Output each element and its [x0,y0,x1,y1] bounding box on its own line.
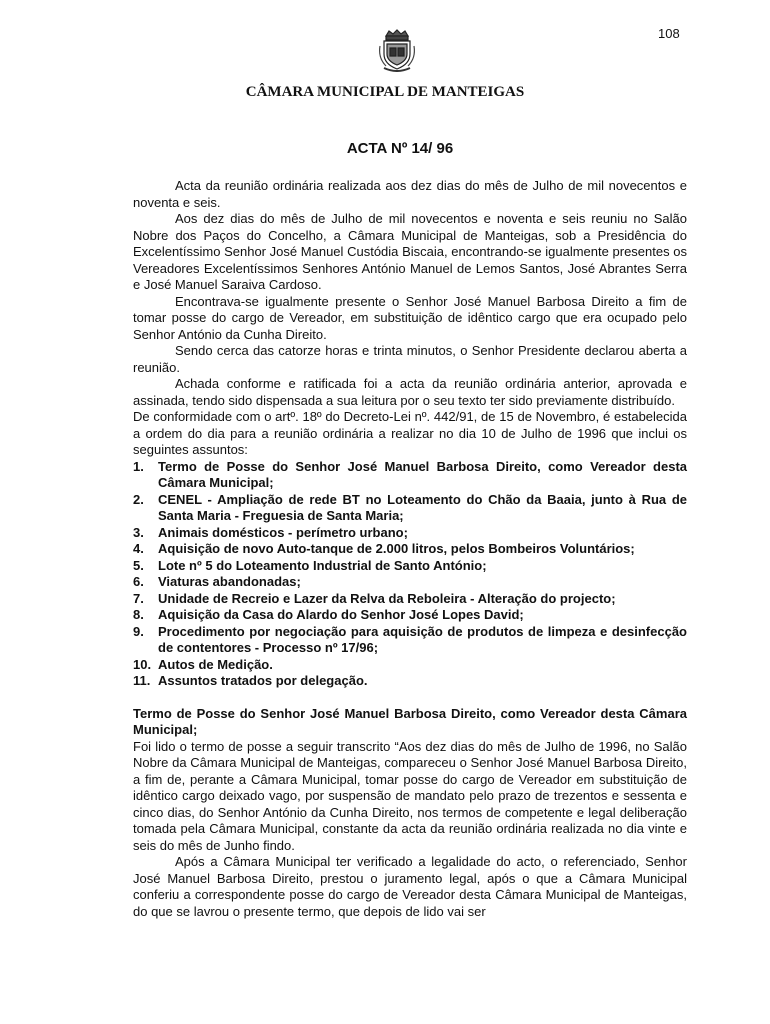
page-number: 108 [658,26,680,41]
agenda-text: Aquisição da Casa do Alardo do Senhor José Lopes David; [158,607,524,622]
agenda-item [133,558,687,575]
agenda-number: 7. [133,590,144,606]
acta-title: ACTA Nº 14/ 96 [346,140,454,157]
agenda-item [133,492,687,525]
agenda-text: Aquisição de novo Auto-tanque de 2.000 litros, pelos Bombeiros Voluntários; [158,541,635,556]
agenda-item [133,541,687,558]
paragraph: Foi lido o termo de posse a seguir transcrito “Aos dez dias do mês de Julho de 1996, no Salão Nobre da Câmara Municipal de Manteigas, compareceu o Senhor José Manuel Barbosa Direito, a fim de, perante a Câmara Municipal, tomar posse do cargo de Vereador em substituição de idêntico cargo deixado vago, por suspensão de mandato pelo prazo de trezentos e sessenta e cinco dias, do Senhor António da Cunha Direito, nos termos de competente e legal deliberação tomada pela Câmara Municipal, constante da acta da reunião ordinária realizada no dia vinte e seis do mês de Junho findo. [133,738,687,853]
agenda-number: 5. [133,557,144,573]
section-heading: Termo de Posse do Senhor José Manuel Barbosa Direito, como Vereador desta Câmara Municipal; [133,705,687,737]
paragraph: Acta da reunião ordinária realizada aos dez dias do mês de Julho de mil novecentos e noventa e seis. [133,178,687,210]
agenda-number: 3. [133,524,144,540]
agenda-item [133,607,687,624]
paragraph: Aos dez dias do mês de Julho de mil novecentos e noventa e seis reuniu no Salão Nobre dos Paços do Concelho, a Câmara Municipal de Manteigas, sob a Presidência do Excelentíssimo Senhor José Manuel Custódia Biscaia, encontrando-se igualmente presentes os Vereadores Excelentíssimos Senhores António Manuel de Lemos Santos, José Abrantes Serra e José Manuel Saraiva Cardoso. [133,211,687,292]
agenda-item [133,657,687,674]
agenda-text: Unidade de Recreio e Lazer da Relva da Reboleira - Alteração do projecto; [158,590,616,606]
document-body [133,178,687,920]
agenda-number: 11. [133,673,151,688]
paragraph: Achada conforme e ratificada foi a acta da reunião ordinária anterior, aprovada e assinada, tendo sido dispensada a sua leitura por o seu texto ter sido previamente distribuído. [133,376,687,408]
agenda-text: Animais domésticos - perímetro urbano; [158,524,408,540]
agenda-text: Autos de Medição. [158,656,273,672]
agenda-text: Assuntos tratados por delegação. [158,673,368,688]
agenda-list [133,459,687,690]
agenda-number: 10. [133,656,152,672]
agenda-number: 2. [133,491,144,507]
agenda-item [133,574,687,591]
municipality-name: CÂMARA MUNICIPAL DE MANTEIGAS [245,84,525,100]
paragraph: Após a Câmara Municipal ter verificado a legalidade do acto, o referenciado, Senhor José Manuel Barbosa Direito, prestou o juramento legal, após o que a Câmara Municipal conferiu a correspondente posse do cargo de Vereador desta Câmara Municipal de Manteigas, do que se lavrou o presente termo, que depois de lido vai ser [133,854,687,919]
agenda-item [133,459,687,492]
agenda-text: Lote nº 5 do Loteamento Industrial de Santo António; [158,557,487,573]
agenda-number: 6. [133,574,144,589]
agenda-text: Viaturas abandonadas; [158,574,301,589]
agenda-text: CENEL - Ampliação de rede BT no Loteamento do Chão da Baaia, junto à Rua de Santa Maria - Freguesia de Santa Maria; [158,491,687,523]
agenda-number: 1. [133,458,144,474]
agenda-text: Procedimento por negociação para aquisição de produtos de limpeza e desinfecção de contentores - Processo nº 17/96; [158,623,687,655]
paragraph: Sendo cerca das catorze horas e trinta minutos, o Senhor Presidente declarou aberta a reunião. [133,343,687,375]
agenda-number: 8. [133,607,144,622]
agenda-item [133,591,687,608]
agenda-item [133,624,687,657]
agenda-item [133,673,687,690]
agenda-text: Termo de Posse do Senhor José Manuel Barbosa Direito, como Vereador desta Câmara Municipal; [158,458,687,490]
paragraph: Encontrava-se igualmente presente o Senhor José Manuel Barbosa Direito a fim de tomar posse do cargo de Vereador, em substituição de idêntico cargo que era ocupado pelo Senhor António da Cunha Direito. [133,293,687,342]
agenda-item [133,525,687,542]
agenda-number: 4. [133,541,144,556]
municipal-crest-icon [376,28,418,72]
agenda-number: 9. [133,623,144,639]
paragraph: De conformidade com o artº. 18º do Decreto-Lei nº. 442/91, de 15 de Novembro, é estabelecida a ordem do dia para a reunião ordinária a realizar no dia 10 de Julho de 1996 que inclui os seguintes assuntos: [133,409,687,457]
